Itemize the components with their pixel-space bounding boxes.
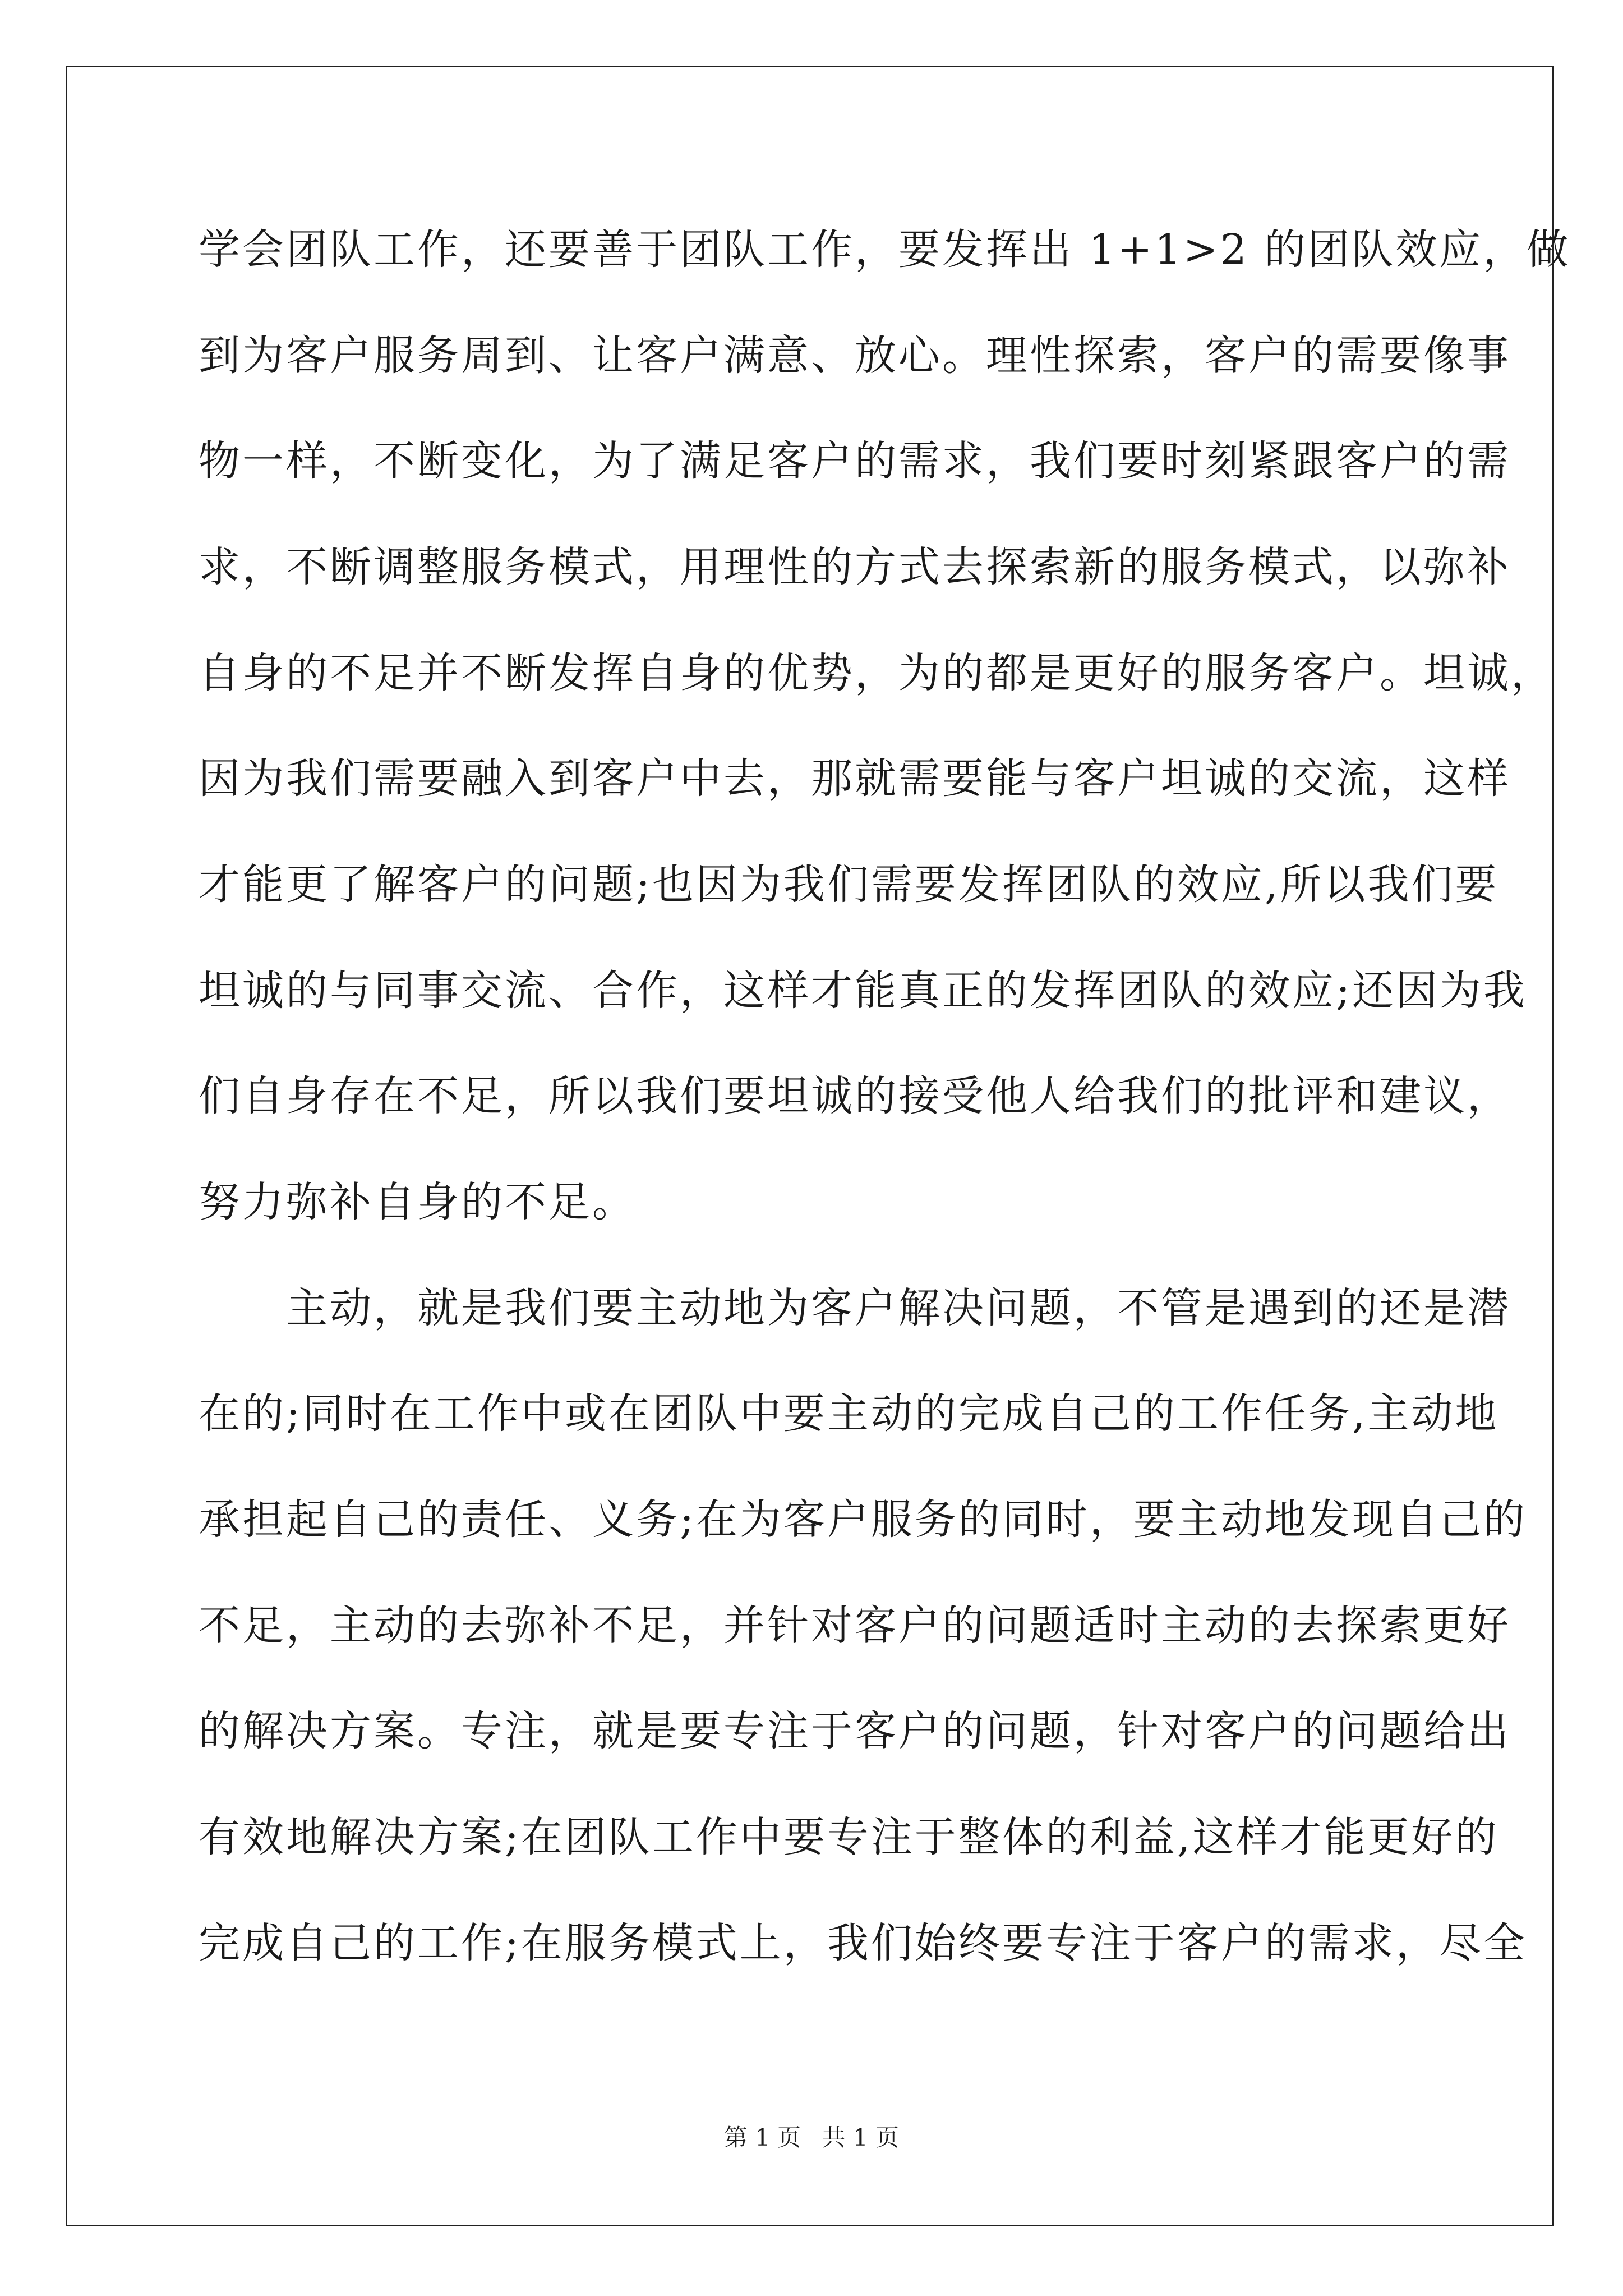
page-border — [66, 66, 1554, 2226]
text-line: 物一样，不断变化，为了满足客户的需求，我们要时刻紧跟客户的需 — [199, 437, 1511, 485]
page-number: 第 1 页 — [723, 2124, 801, 2151]
text-line: 在的;同时在工作中或在团队中要主动的完成自己的工作任务,主动地 — [199, 1389, 1499, 1438]
text-line: 主动，就是我们要主动地为客户解决问题，不管是遇到的还是潜 — [199, 1284, 1511, 1332]
text-line: 有效地解决方案;在团队工作中要专注于整体的利益,这样才能更好的 — [199, 1813, 1499, 1861]
page-total: 共 1 页 — [822, 2124, 900, 2151]
text-line: 坦诚的与同事交流、合作，这样才能真正的发挥团队的效应;还因为我 — [199, 967, 1527, 1015]
text-line: 学会团队工作，还要善于团队工作，要发挥出 1+1>2 的团队效应，做 — [199, 226, 1571, 274]
text-line: 努力弥补自身的不足。 — [199, 1178, 636, 1226]
text-line: 完成自己的工作;在服务模式上，我们始终要专注于客户的需求，尽全 — [199, 1919, 1527, 1967]
text-line: 承担起自己的责任、义务;在为客户服务的同时，要主动地发现自己的 — [199, 1496, 1527, 1544]
text-line: 才能更了解客户的问题;也因为我们需要发挥团队的效应,所以我们要 — [199, 861, 1499, 909]
text-line: 不足，主动的去弥补不足，并针对客户的问题适时主动的去探索更好 — [199, 1602, 1511, 1650]
text-line: 到为客户服务周到、让客户满意、放心。理性探索，客户的需要像事 — [199, 332, 1511, 380]
text-line: 因为我们需要融入到客户中去，那就需要能与客户坦诚的交流，这样 — [199, 754, 1511, 803]
page-footer — [0, 2119, 1623, 2153]
text-line: 们自身存在不足，所以我们要坦诚的接受他人给我们的批评和建议， — [199, 1072, 1511, 1120]
text-line: 的解决方案。专注，就是要专注于客户的问题，针对客户的问题给出 — [199, 1707, 1511, 1755]
text-line: 求，不断调整服务模式，用理性的方式去探索新的服务模式，以弥补 — [199, 543, 1511, 591]
text-line: 自身的不足并不断发挥自身的优势，为的都是更好的服务客户。坦诚， — [199, 649, 1555, 697]
